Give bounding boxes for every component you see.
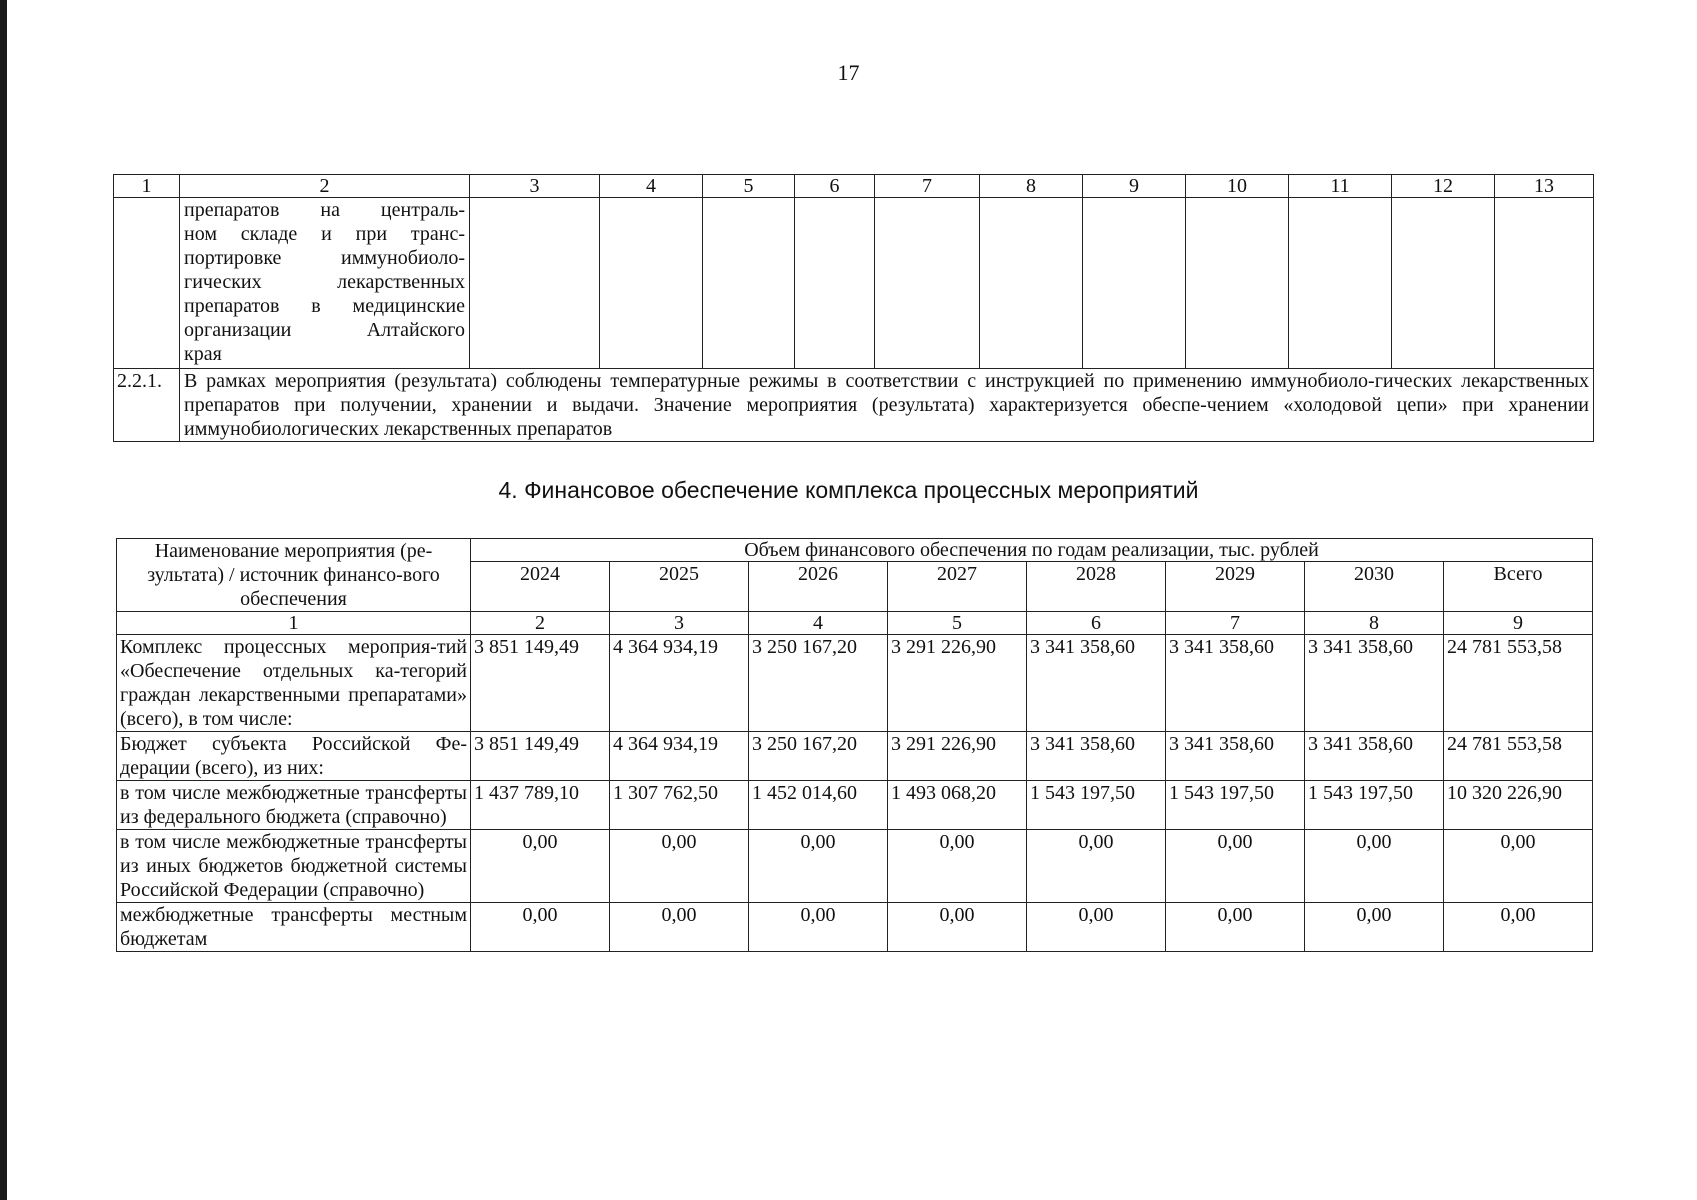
value-cell: 1 543 197,50 xyxy=(1305,781,1444,830)
header-row xyxy=(117,539,1593,562)
column-number-row xyxy=(114,175,1594,198)
value-cell: 0,00 xyxy=(1166,903,1305,952)
col-number: 4 xyxy=(600,175,703,198)
value-cell: 0,00 xyxy=(749,830,888,903)
col-number: 2 xyxy=(471,612,610,635)
row-name: межбюджетные трансферты местным бюджетам xyxy=(117,903,471,952)
value-cell: 3 341 358,60 xyxy=(1305,635,1444,732)
value-cell: 3 291 226,90 xyxy=(888,635,1027,732)
value-cell: 1 493 068,20 xyxy=(888,781,1027,830)
value-cell: 0,00 xyxy=(1305,903,1444,952)
col-number: 3 xyxy=(470,175,600,198)
year-header: 2030 xyxy=(1305,562,1444,612)
col-number: 1 xyxy=(114,175,180,198)
col-number: 6 xyxy=(1027,612,1166,635)
year-header: 2027 xyxy=(888,562,1027,612)
table-row xyxy=(117,781,1593,830)
year-header: 2029 xyxy=(1166,562,1305,612)
value-cell: 0,00 xyxy=(749,903,888,952)
value-cell: 4 364 934,19 xyxy=(610,732,749,781)
table-row xyxy=(117,635,1593,732)
year-header: 2024 xyxy=(471,562,610,612)
value-cell: 3 341 358,60 xyxy=(1166,732,1305,781)
value-cell: 0,00 xyxy=(1027,903,1166,952)
year-header: 2025 xyxy=(610,562,749,612)
total-cell: 0,00 xyxy=(1444,903,1593,952)
value-cell: 1 452 014,60 xyxy=(749,781,888,830)
row-name: Комплекс процессных мероприя-тий «Обеспечение отдельных ка-тегорий граждан лекарственными препаратами» (всего), в том числе: xyxy=(117,635,471,732)
value-cell: 3 250 167,20 xyxy=(749,732,888,781)
value-cell: 3 341 358,60 xyxy=(1027,732,1166,781)
page-number: 17 xyxy=(837,60,860,85)
name-column-header: Наименование мероприятия (ре-зультата) / источник финансо-вого обеспечения xyxy=(117,539,471,612)
value-cell: 0,00 xyxy=(471,830,610,903)
value-cell: 3 291 226,90 xyxy=(888,732,1027,781)
value-cell: 0,00 xyxy=(610,903,749,952)
col-number: 7 xyxy=(1166,612,1305,635)
col-number: 6 xyxy=(795,175,875,198)
result-description: В рамках мероприятия (результата) соблюдены температурные режимы в соответствии с инструкцией по применению иммунобиоло-гических лекарственных препаратов при получении, хранении и выдачи. Значение мероприятия (результата) характеризуется обеспе-чением «холодовой цепи» при хранении иммунобиологических лекарственных препаратов xyxy=(180,369,1594,442)
col-number: 7 xyxy=(875,175,980,198)
activities-table xyxy=(113,174,1594,442)
continuation-text xyxy=(180,198,470,369)
page-edge xyxy=(0,0,7,1200)
value-cell: 0,00 xyxy=(888,830,1027,903)
financing-table xyxy=(116,538,1593,952)
col-number: 9 xyxy=(1083,175,1186,198)
col-number: 3 xyxy=(610,612,749,635)
value-cell: 0,00 xyxy=(888,903,1027,952)
text-line: препаратов на централь- xyxy=(184,199,465,221)
col-number: 8 xyxy=(1305,612,1444,635)
value-cell: 1 543 197,50 xyxy=(1027,781,1166,830)
col-number: 13 xyxy=(1495,175,1594,198)
total-header: Всего xyxy=(1444,562,1593,612)
value-cell: 1 307 762,50 xyxy=(610,781,749,830)
row-number: 2.2.1. xyxy=(114,369,180,442)
text-line: гических лекарственных xyxy=(184,271,465,293)
text-line: портировке иммунобиоло- xyxy=(184,247,465,269)
value-cell: 0,00 xyxy=(1027,830,1166,903)
continuation-row xyxy=(114,198,1594,369)
col-number: 5 xyxy=(888,612,1027,635)
value-cell: 3 341 358,60 xyxy=(1305,732,1444,781)
value-cell: 3 341 358,60 xyxy=(1027,635,1166,732)
total-cell: 0,00 xyxy=(1444,830,1593,903)
value-cell: 0,00 xyxy=(1305,830,1444,903)
column-number-row xyxy=(117,612,1593,635)
result-row xyxy=(114,369,1594,442)
total-cell: 10 320 226,90 xyxy=(1444,781,1593,830)
text-line: края xyxy=(184,343,222,365)
value-cell: 1 437 789,10 xyxy=(471,781,610,830)
value-cell: 0,00 xyxy=(471,903,610,952)
value-cell: 3 851 149,49 xyxy=(471,635,610,732)
value-cell: 4 364 934,19 xyxy=(610,635,749,732)
text-line: препаратов в медицинские xyxy=(184,295,465,317)
value-cell: 0,00 xyxy=(610,830,749,903)
col-number: 2 xyxy=(180,175,470,198)
total-cell: 24 781 553,58 xyxy=(1444,732,1593,781)
group-header: Объем финансового обеспечения по годам реализации, тыс. рублей xyxy=(471,539,1593,562)
year-header: 2028 xyxy=(1027,562,1166,612)
section-title: 4. Финансовое обеспечение комплекса процессных мероприятий xyxy=(498,477,1199,503)
col-number: 1 xyxy=(117,612,471,635)
col-number: 5 xyxy=(703,175,795,198)
text-line: ном складе и при транс- xyxy=(184,223,465,245)
total-cell: 24 781 553,58 xyxy=(1444,635,1593,732)
col-number: 12 xyxy=(1392,175,1495,198)
row-name: Бюджет субъекта Российской Фе-дерации (всего), из них: xyxy=(117,732,471,781)
table-row xyxy=(117,830,1593,903)
text-line: организации Алтайского xyxy=(184,319,465,341)
row-name: в том числе межбюджетные трансферты из иных бюджетов бюджетной системы Российской Федерации (справочно) xyxy=(117,830,471,903)
row-name: в том числе межбюджетные трансферты из федерального бюджета (справочно) xyxy=(117,781,471,830)
col-number: 11 xyxy=(1289,175,1392,198)
value-cell: 0,00 xyxy=(1166,830,1305,903)
col-number: 4 xyxy=(749,612,888,635)
year-header: 2026 xyxy=(749,562,888,612)
col-number: 10 xyxy=(1186,175,1289,198)
col-number: 8 xyxy=(980,175,1083,198)
col-number: 9 xyxy=(1444,612,1593,635)
value-cell: 1 543 197,50 xyxy=(1166,781,1305,830)
table-row xyxy=(117,732,1593,781)
value-cell: 3 250 167,20 xyxy=(749,635,888,732)
value-cell: 3 851 149,49 xyxy=(471,732,610,781)
table-row xyxy=(117,903,1593,952)
value-cell: 3 341 358,60 xyxy=(1166,635,1305,732)
